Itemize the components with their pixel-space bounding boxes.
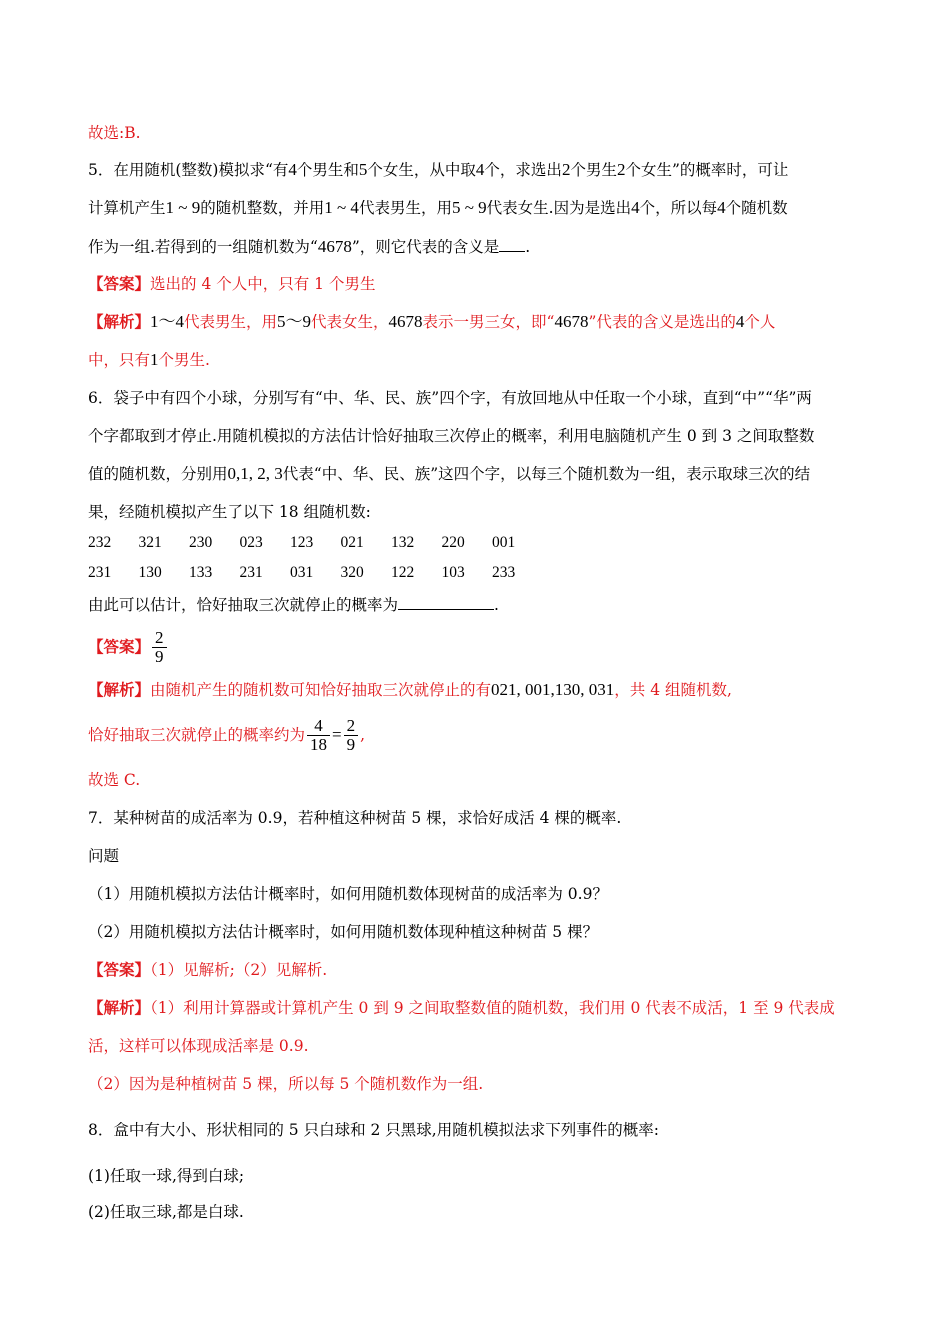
- answer-blank: [398, 594, 494, 610]
- random-number: 233: [492, 564, 516, 581]
- q5-line1: 5．在用随机(整数)模拟求“有4个男生和5个女生，从中取4个，求选出2个男生2个女生”的概率时，可让: [88, 160, 789, 179]
- random-number: 023: [239, 534, 263, 551]
- q8-line1: 8．盒中有大小、形状相同的 5 只白球和 2 只黑球,用随机模拟法求下列事件的概率:: [88, 1121, 659, 1139]
- q7-explanation-line1: 【解析】（1）利用计算器或计算机产生 0 到 9 之间取整数值的随机数，我们用 0 代表不成活，1 至 9 代表成: [88, 998, 835, 1017]
- choice-line: 故选:B.: [88, 124, 141, 142]
- random-numbers-row-2: [88, 564, 543, 582]
- q5-line3: 作为一组.若得到的一组随机数为“4678”，则它代表的含义是 .: [88, 237, 531, 256]
- q5-line2: 计算机产生1 ~ 9的随机整数，并用1 ~ 4代表男生，用5 ~ 9代表女生.因为是选出4个，所以每4个随机数: [88, 198, 788, 217]
- random-number: 220: [441, 534, 465, 551]
- random-number: 321: [138, 534, 162, 551]
- q6-line4: 果，经随机模拟产生了以下 18 组随机数:: [88, 503, 371, 521]
- q6-line1: 6．袋子中有四个小球，分别写有“中、华、民、族”四个字，有放回地从中任取一个小球，直到“中”“华”两: [88, 389, 812, 407]
- random-number: 123: [290, 534, 314, 551]
- random-number: 031: [290, 564, 314, 581]
- q6-line5: 由此可以估计，恰好抽取三次就停止的概率为 .: [88, 596, 499, 614]
- random-number: 320: [340, 564, 364, 581]
- q7-answer: 【答案】（1）见解析;（2）见解析.: [88, 960, 328, 979]
- q6-line3: 值的随机数，分别用0,1, 2, 3代表“中、华、民、族”这四个字，以每三个随机数为一组，表示取球三次的结: [88, 464, 811, 483]
- random-number: 001: [492, 534, 516, 551]
- q7-explanation-line3: （2）因为是种植树苗 5 棵，所以每 5 个随机数作为一组.: [88, 1075, 484, 1093]
- random-number: 021: [340, 534, 364, 551]
- random-number: 103: [441, 564, 465, 581]
- random-number: 231: [239, 564, 263, 581]
- random-number: 130: [138, 564, 162, 581]
- random-numbers-row-1: [88, 534, 543, 552]
- fraction: $\frac{2}{9}$: [344, 717, 359, 754]
- q6-answer: 【答案】 $\frac{2}{9}$: [88, 628, 169, 666]
- random-number: 133: [189, 564, 213, 581]
- q7-line3: （1）用随机模拟方法估计概率时，如何用随机数体现树苗的成活率为 0.9？: [88, 885, 608, 903]
- random-number: 132: [391, 534, 415, 551]
- random-number: 231: [88, 564, 112, 581]
- q6-choice: 故选 C.: [88, 771, 141, 789]
- q7-explanation-line2: 活，这样可以体现成活率是 0.9.: [88, 1037, 309, 1055]
- random-number: 122: [391, 564, 415, 581]
- q6-explanation-line2: 恰好抽取三次就停止的概率约为 $\frac{4}{18}$ = $\frac{2}{9}$ ,: [88, 715, 366, 754]
- q6-line2: 个字都取到才停止.用随机模拟的方法估计恰好抽取三次停止的概率，利用电脑随机产生 0 到 3 之间取整数: [88, 427, 815, 445]
- q6-explanation-line1: 【解析】由随机产生的随机数可知恰好抽取三次就停止的有021, 001,130, 031，共 4 组随机数,: [88, 680, 732, 699]
- q7-line1: 7．某种树苗的成活率为 0.9，若种植这种树苗 5 棵，求恰好成活 4 棵的概率.: [88, 809, 622, 827]
- random-number: 230: [189, 534, 213, 551]
- q7-line2: 问题: [88, 847, 120, 865]
- q5-answer: 【答案】选出的 4 个人中，只有 1 个男生: [88, 274, 376, 293]
- fraction: $\frac{2}{9}$: [152, 629, 167, 666]
- q8-line3: (2)任取三球,都是白球.: [88, 1203, 244, 1221]
- random-number: 232: [88, 534, 112, 551]
- q8-line2: (1)任取一球,得到白球;: [88, 1167, 245, 1185]
- q5-explanation-line1: 【解析】1～4代表男生，用5～9代表女生，4678表示一男三女，即“4678”代表的含义是选出的4个人: [88, 312, 776, 331]
- answer-blank: [499, 236, 525, 252]
- q7-line4: （2）用随机模拟方法估计概率时，如何用随机数体现种植这种树苗 5 棵？: [88, 923, 599, 941]
- fraction: $\frac{4}{18}$: [307, 717, 330, 754]
- q5-explanation-line2: 中，只有1个男生.: [88, 350, 210, 369]
